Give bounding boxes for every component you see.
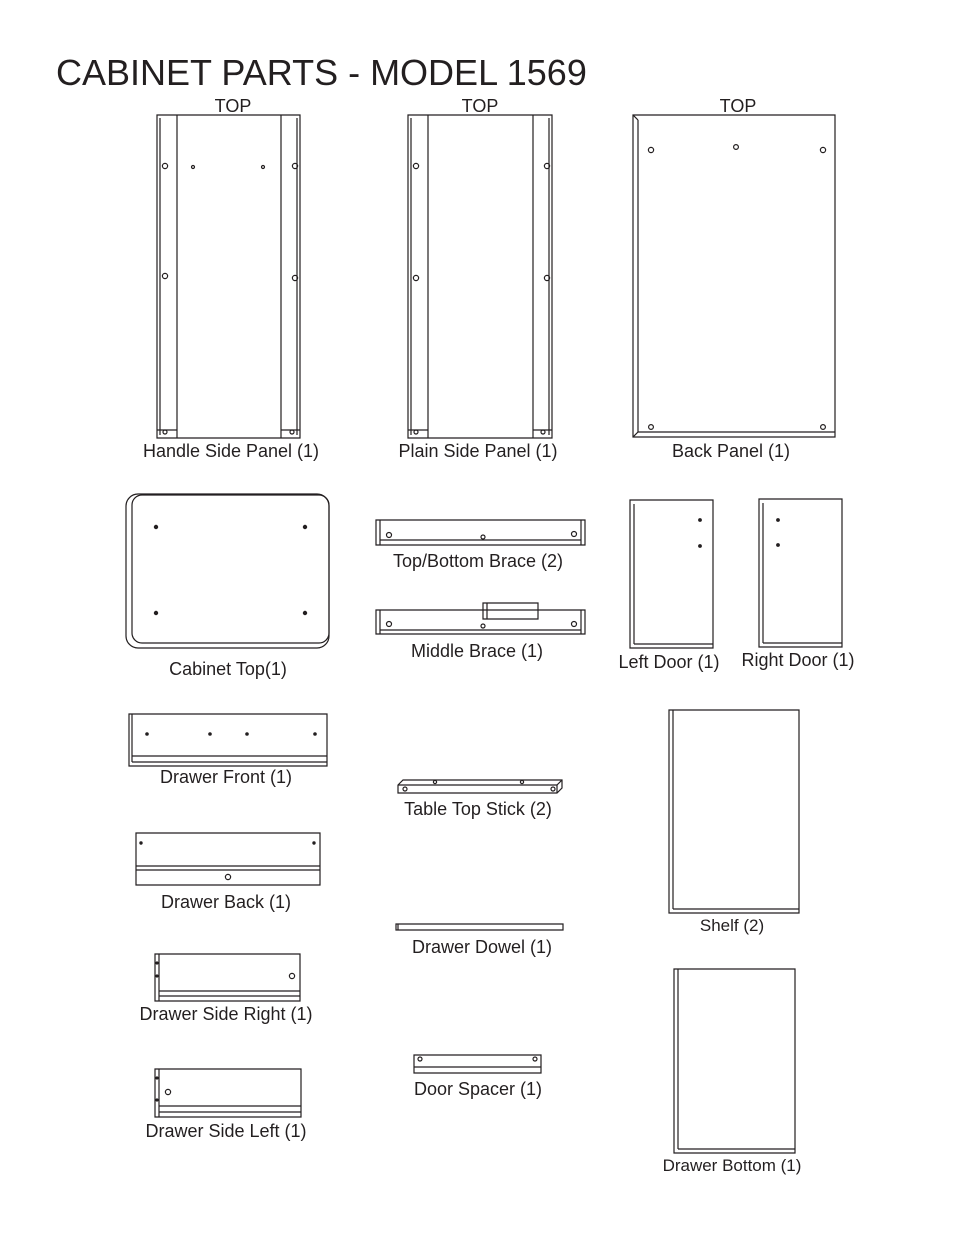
middle-brace-label: Middle Brace (1) — [410, 641, 544, 661]
back-panel-drawing — [633, 115, 835, 437]
door-spacer-drawing — [414, 1055, 541, 1073]
drawer-side-left-drawing — [155, 1069, 301, 1117]
right-door-label: Right Door (1) — [741, 650, 855, 670]
top-bottom-brace-label: Top/Bottom Brace (2) — [392, 551, 564, 571]
drawer-side-right-drawing — [155, 954, 300, 1001]
cabinet-top-drawing — [126, 494, 329, 648]
table-top-stick-label: Table Top Stick (2) — [404, 799, 552, 819]
handle-side-panel-label: Handle Side Panel (1) — [142, 441, 320, 461]
drawer-dowel-drawing — [396, 924, 563, 930]
top-bottom-brace-drawing — [376, 520, 585, 545]
page-title: CABINET PARTS - MODEL 1569 — [56, 52, 587, 93]
top-label-plain-panel: TOP — [461, 96, 499, 116]
plain-side-panel-drawing — [408, 115, 552, 438]
shelf-drawing — [669, 710, 799, 913]
right-door-drawing — [759, 499, 842, 647]
drawer-front-label: Drawer Front (1) — [159, 767, 293, 787]
door-spacer-label: Door Spacer (1) — [413, 1079, 543, 1099]
drawer-bottom-label: Drawer Bottom (1) — [662, 1156, 802, 1175]
drawer-bottom-drawing — [674, 969, 795, 1153]
drawer-side-right-label: Drawer Side Right (1) — [139, 1004, 313, 1024]
table-top-stick-drawing — [398, 780, 562, 793]
cabinet-top-label: Cabinet Top(1) — [169, 659, 287, 679]
drawer-dowel-label: Drawer Dowel (1) — [411, 937, 553, 957]
drawer-front-drawing — [129, 714, 327, 766]
plain-side-panel-label: Plain Side Panel (1) — [398, 441, 558, 461]
shelf-label: Shelf (2) — [699, 916, 765, 935]
handle-side-panel-drawing — [157, 115, 300, 438]
top-label-handle-panel: TOP — [214, 96, 252, 116]
left-door-label: Left Door (1) — [618, 652, 720, 672]
drawer-back-label: Drawer Back (1) — [160, 892, 292, 912]
top-label-back-panel: TOP — [719, 96, 757, 116]
left-door-drawing — [630, 500, 713, 648]
drawer-side-left-label: Drawer Side Left (1) — [145, 1121, 307, 1141]
middle-brace-drawing — [376, 603, 585, 634]
back-panel-label: Back Panel (1) — [671, 441, 791, 461]
drawer-back-drawing — [136, 833, 320, 885]
